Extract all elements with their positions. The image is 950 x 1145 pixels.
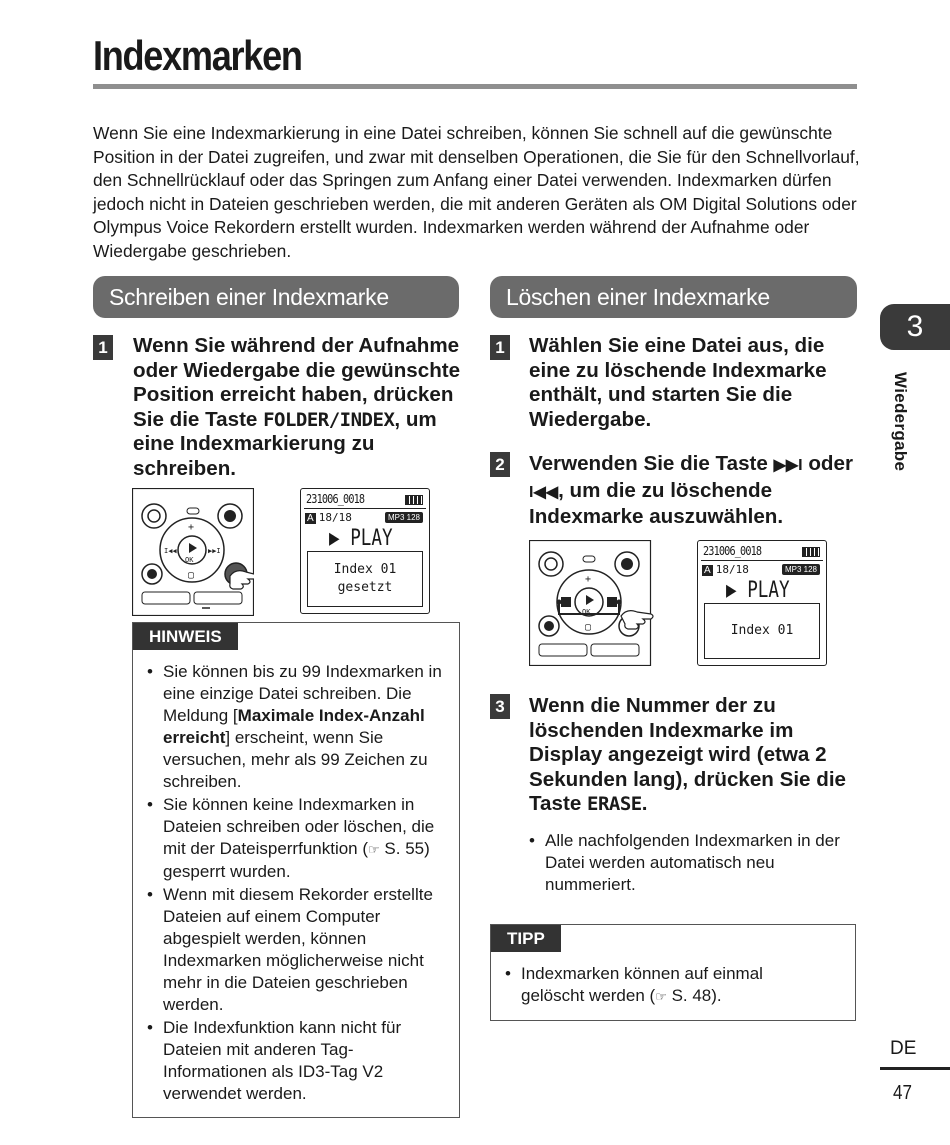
page-title: Indexmarken xyxy=(93,32,302,79)
note-tag: HINWEIS xyxy=(133,623,238,650)
skip-back-icon: I◀◀ xyxy=(529,483,559,501)
step-number: 3 xyxy=(490,694,510,719)
display-mode: PLAY xyxy=(747,578,790,603)
step-write-instruction: Wenn Sie während der Aufnahme oder Wiedergabe die gewünschte Position erreicht haben, drücken Sie die Taste FOLDER/INDEX, um eine Indexmarkierung zu schreiben. xyxy=(133,334,461,480)
section-heading-delete: Löschen einer Indexmarke xyxy=(490,276,857,318)
recorder-skip-buttons-illustration xyxy=(529,540,675,666)
display-format-badge: MP3 128 xyxy=(782,564,820,575)
display-message-box xyxy=(704,603,820,659)
chapter-tab: 3 xyxy=(880,304,950,350)
battery-icon xyxy=(405,495,423,505)
svg-text:OK: OK xyxy=(185,556,194,564)
skip-forward-icon: ▶▶I xyxy=(773,457,803,474)
note-box xyxy=(132,622,460,1118)
list-item: • Wenn mit diesem Rekorder erstellte Dateien auf einem Computer abgespielt werden, können Indexmarken möglicherweise nicht mehr in die Dateien geschrieben werden. xyxy=(147,884,447,1016)
step-number: 1 xyxy=(93,335,113,360)
list-item: • Sie können keine Indexmarken in Dateien schreiben oder löschen, die mit der Dateisperrfunktion (☞ S. 55) gesperrt wurden. xyxy=(147,794,447,883)
display-counter: 18/18 xyxy=(318,511,352,524)
display-filename: 231006_0018 xyxy=(703,544,762,558)
display-format-badge: MP3 128 xyxy=(385,512,423,523)
recorder-display xyxy=(697,540,827,666)
page-number: 47 xyxy=(893,1082,912,1104)
recorder-buttons-illustration xyxy=(132,488,254,616)
step-delete-3: Wenn die Nummer der zu löschenden Indexmarke im Display angezeigt wird (etwa 2 Sekunden lang), drücken Sie die Taste ERASE. xyxy=(529,694,846,815)
footer-rule xyxy=(880,1067,950,1070)
step-delete-2: Verwenden Sie die Taste ▶▶I oder I◀◀, um die zu löschende Indexmarke auszuwählen. xyxy=(529,452,853,528)
svg-text:I◀◀: I◀◀ xyxy=(164,547,177,555)
folder-icon: A xyxy=(704,565,711,576)
step-number: 1 xyxy=(490,335,510,360)
display-message-line1: Index 01 xyxy=(333,562,397,577)
tip-list xyxy=(505,963,825,1009)
display-message-line2: gesetzt xyxy=(337,580,393,595)
recorder-display xyxy=(300,488,430,614)
step-number: 2 xyxy=(490,452,510,477)
display-counter: 18/18 xyxy=(715,563,749,576)
battery-icon xyxy=(802,547,820,557)
play-icon: ▶ xyxy=(329,526,340,551)
svg-text:+: + xyxy=(585,574,592,585)
display-mode: PLAY xyxy=(350,526,393,551)
svg-text:▢: ▢ xyxy=(188,570,195,581)
language-label: DE xyxy=(890,1038,917,1059)
section-heading-write: Schreiben einer Indexmarke xyxy=(93,276,459,318)
reference-icon: ☞ xyxy=(368,842,380,857)
note-list xyxy=(147,661,447,1106)
step-delete-1: Wählen Sie eine Datei aus, die eine zu löschende Indexmarke enthält, und starten Sie die Wiedergabe. xyxy=(529,334,827,431)
chapter-label: Wiedergabe xyxy=(891,372,910,472)
svg-text:▶▶I: ▶▶I xyxy=(208,547,221,555)
list-item: • Die Indexfunktion kann nicht für Dateien mit anderen Tag-Informationen als ID3-Tag V2 verwendet werden. xyxy=(147,1017,447,1105)
display-filename: 231006_0018 xyxy=(306,492,365,506)
display-message-box xyxy=(307,551,423,607)
title-rule xyxy=(93,84,857,89)
tip-tag: TIPP xyxy=(491,925,561,952)
list-item: • Sie können bis zu 99 Indexmarken in eine einzige Datei schreiben. Die Meldung [Maximale Index-Anzahl erreicht] erscheint, wenn Sie versuchen, mehr als 99 Zeichen zu schreiben. xyxy=(147,661,447,793)
intro-paragraph: Wenn Sie eine Indexmarkierung in eine Datei schreiben, können Sie schnell auf die gewünschte Position in der Datei zugreifen, und zwar mit denselben Operationen, die Sie für den Schnellvorlauf, den Schnellrücklauf oder das Springen zum Anfang einer Datei verwenden. Indexmarken dürfen jedoch nicht in Dateien geschrieben werden, die mit anderen Geräten als OM Digital Solutions oder Olympus Voice Rekordern erstellt wurden. Indexmarken werden während der Aufnahme oder Wiedergabe geschrieben. xyxy=(93,123,860,261)
svg-text:▢: ▢ xyxy=(585,622,592,633)
reference-icon: ☞ xyxy=(655,989,667,1004)
display-message-line1: Index 01 xyxy=(730,623,794,638)
svg-text:+: + xyxy=(188,522,195,533)
svg-text:OK: OK xyxy=(582,608,591,616)
folder-icon: A xyxy=(307,513,314,524)
play-icon: ▶ xyxy=(726,578,737,603)
tip-box xyxy=(490,924,856,1021)
step3-note xyxy=(529,830,849,897)
list-item: • Indexmarken können auf einmal gelöscht werden (☞ S. 48). xyxy=(505,963,825,1008)
list-item: • Alle nachfolgenden Indexmarken in der Datei werden automatisch neu nummeriert. xyxy=(529,830,849,896)
